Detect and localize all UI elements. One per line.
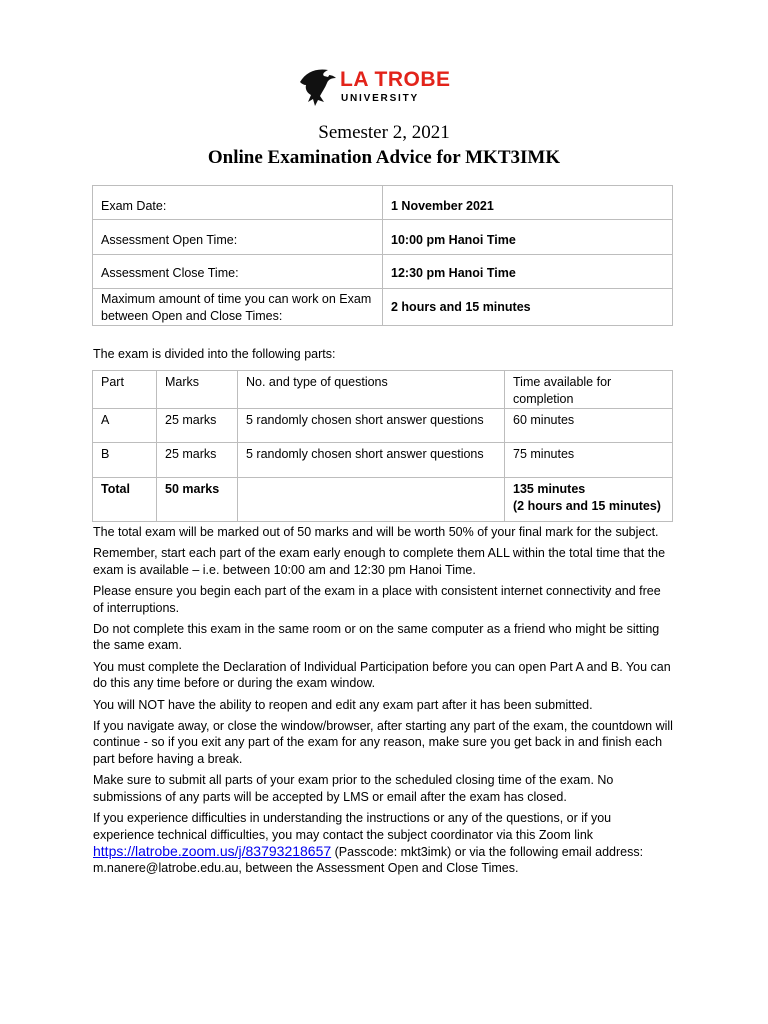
total-time-note: (2 hours and 15 minutes)	[513, 499, 661, 513]
info-label: Assessment Open Time:	[93, 220, 383, 255]
exam-info-table	[92, 185, 673, 326]
table-row	[93, 186, 673, 220]
table-cell: Total	[93, 478, 157, 522]
table-cell: 75 minutes	[505, 443, 673, 478]
parts-intro: The exam is divided into the following parts:	[93, 347, 336, 361]
contact-text-after: (Passcode: mkt3imk) or via the following email address: m.nanere@latrobe.edu.au, between the Assessment Open and Close Times.	[93, 844, 644, 876]
paragraph: Make sure to submit all parts of your exam prior to the scheduled closing time of the exam. No submissions of any parts will be accepted by LMS or email after the exam has closed.	[93, 773, 614, 804]
la-trobe-logo	[298, 66, 470, 108]
table-row	[93, 443, 673, 478]
paragraph: Please ensure you begin each part of the exam in a place with consistent internet connectivity and free of interruptions.	[93, 584, 661, 615]
paragraph: If you navigate away, or close the window/browser, after starting any part of the exam, the countdown will continue - so if you exit any part of the exam for any reason, make sure you get back in and finish each part before having a break.	[93, 719, 673, 766]
table-cell: A	[93, 409, 157, 443]
info-label: Exam Date:	[93, 186, 383, 220]
table-row	[93, 289, 673, 326]
column-header: Part	[93, 371, 157, 409]
instructions	[93, 524, 673, 882]
eagle-icon	[298, 66, 338, 108]
column-header: Time available for completion	[505, 371, 673, 409]
table-cell: 50 marks	[157, 478, 238, 522]
paragraph: You will NOT have the ability to reopen and edit any exam part after it has been submitted.	[93, 697, 593, 712]
total-time: 135 minutes	[513, 482, 586, 496]
info-value: 2 hours and 15 minutes	[383, 289, 673, 326]
info-value: 12:30 pm Hanoi Time	[383, 255, 673, 289]
table-cell: 5 randomly chosen short answer questions	[238, 409, 505, 443]
column-header: Marks	[157, 371, 238, 409]
paragraph: You must complete the Declaration of Individual Participation before you can open Part A and B. You can do this any time before or during the exam window.	[93, 659, 671, 691]
table-cell: 25 marks	[157, 443, 238, 478]
table-cell	[238, 478, 505, 522]
semester-heading: Semester 2, 2021	[318, 122, 450, 143]
contact-paragraph	[93, 810, 673, 877]
table-cell: B	[93, 443, 157, 478]
zoom-link[interactable]: https://latrobe.zoom.us/j/83793218657	[93, 842, 332, 859]
info-label: Maximum amount of time you can work on Exam between Open and Close Times:	[93, 289, 383, 326]
table-cell: 60 minutes	[505, 409, 673, 443]
table-row	[93, 220, 673, 255]
logo-text-la-trobe: LA TROBE	[340, 68, 451, 91]
column-header: No. and type of questions	[238, 371, 505, 409]
total-row	[93, 478, 673, 522]
info-value: 1 November 2021	[383, 186, 673, 220]
table-cell: 25 marks	[157, 409, 238, 443]
logo-text-university: UNIVERSITY	[341, 93, 420, 104]
info-value: 10:00 pm Hanoi Time	[383, 220, 673, 255]
paragraph: Remember, start each part of the exam early enough to complete them ALL within the total time that the exam is available – i.e. between 10:00 am and 12:30 pm Hanoi Time.	[93, 546, 666, 577]
paragraph: The total exam will be marked out of 50 marks and will be worth 50% of your final mark for the subject.	[93, 525, 659, 539]
table-row	[93, 255, 673, 289]
page-title: Online Examination Advice for MKT3IMK	[207, 147, 561, 168]
table-row	[93, 409, 673, 443]
contact-text-before: If you experience difficulties in understanding the instructions or any of the questions, or if you experience technical difficulties, you may contact the subject coordinator via this Zoom link	[93, 811, 612, 842]
table-header-row	[93, 371, 673, 409]
exam-parts-table	[92, 370, 673, 522]
info-label: Assessment Close Time:	[93, 255, 383, 289]
table-cell: 5 randomly chosen short answer questions	[238, 443, 505, 478]
table-cell	[505, 478, 673, 522]
paragraph: Do not complete this exam in the same room or on the same computer as a friend who might be sitting the same exam.	[93, 622, 660, 653]
